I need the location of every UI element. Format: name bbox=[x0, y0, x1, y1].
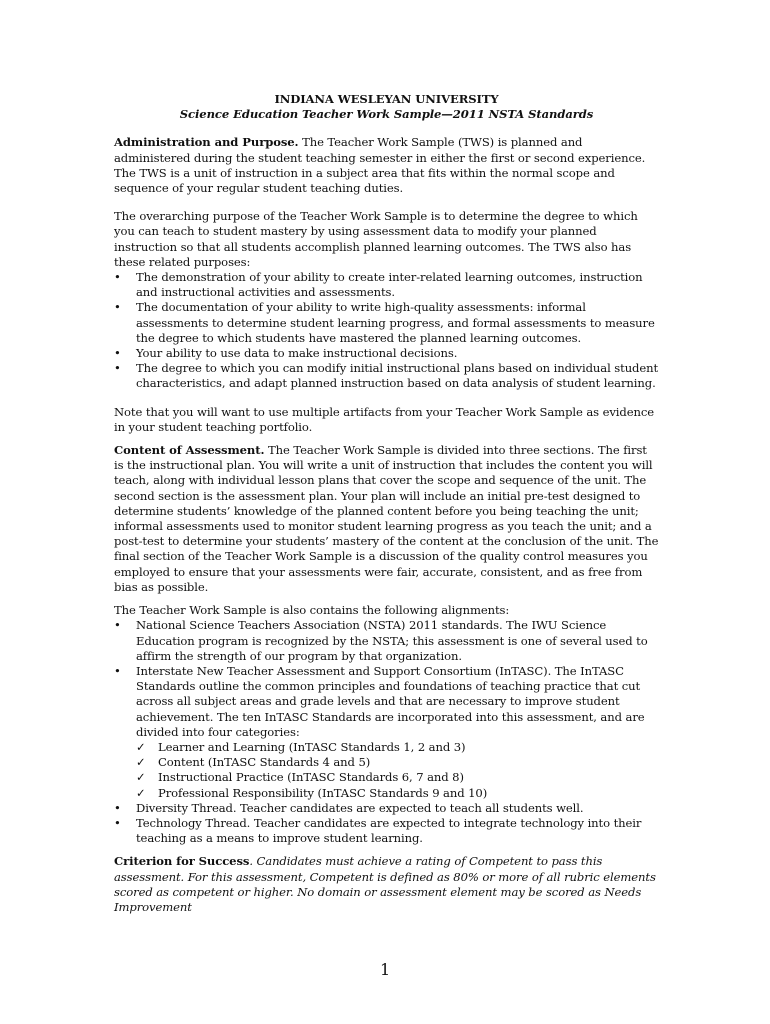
list-item: • National Science Teachers Association (NSTA) 2011 standards. The IWU Science Education program is recognized by the NSTA; this assessment is one of several used to affirm the strength of our program by that organization. bbox=[114, 618, 648, 663]
document-subtitle: Science Education Teacher Work Sample—2011 NSTA Standards bbox=[179, 107, 594, 122]
list-item: ✓ Learner and Learning (InTASC Standards 1, 2 and 3) bbox=[136, 739, 466, 754]
content-text: The Teacher Work Sample is divided into three sections. The first is the instructional plan. You will write a unit of instruction that includes the content you will teach, along with individual lesson plans that cover the scope and sequence of the unit. The second section is the assessment plan. Your plan will include an initial pre-test designed to determine students’ knowledge of the planned content before you being teaching the unit; informal assessments used to monitor student learning progress as you teach the unit; and a post-test to determine your students’ mastery of the content at the conclusion of the unit. The final section of the Teacher Work Sample is a discussion of the quality control measures you employed to ensure that your assessments were fair, accurate, consistent, and as free from bias as possible. bbox=[114, 443, 659, 594]
list-item: • Interstate New Teacher Assessment and Support Consortium (InTASC). The InTASC Standards outline the common principles and foundations of teaching practice that cut across all subject areas and grade levels and that are necessary to improve student achievement. The ten InTASC Standards are incorporated into this assessment, and are divided into four categories: ✓ Learner and Learning (InTASC Standards 1, 2 and 3) ✓ Content (InTASC Standards 4 and 5) ✓ Instructional Practice (InTASC Standards 6, 7 and 8) ✓ Professional Responsibility (InTASC Standards 9 and 10) bbox=[114, 664, 659, 801]
list-item: • The documentation of your ability to write high-quality assessments: informal assessments to determine student learning progress, and formal assessments to measure the degree to which students have mastered the planned learning outcomes. bbox=[114, 300, 655, 345]
admin-heading: Administration and Purpose. bbox=[114, 135, 299, 150]
list-item: • Technology Thread. Teacher candidates are expected to integrate technology into their teaching as a means to improve student learning. bbox=[114, 815, 642, 846]
checkmark-icon: ✓ bbox=[136, 755, 146, 770]
admin-text: The Teacher Work Sample (TWS) is planned and administered during the student teaching semester in either the first or second experience. The TWS is a unit of instruction in a subject area that fits within the normal scope and sequence of your regular student teaching duties. bbox=[114, 135, 646, 196]
list-item: ✓ Instructional Practice (InTASC Standards 6, 7 and 8) bbox=[136, 770, 464, 785]
checkmark-icon: ✓ bbox=[136, 770, 146, 785]
list-item: • The demonstration of your ability to create inter-related learning outcomes, instruction and instructional activities and assessments. bbox=[114, 270, 643, 300]
criterion-paragraph bbox=[114, 854, 659, 915]
alignments-list bbox=[114, 618, 659, 846]
criterion-heading: Criterion for Success bbox=[114, 854, 250, 869]
list-item: • The degree to which you can modify initial instructional plans based on individual student characteristics, and adapt planned instruction based on data analysis of student learning. bbox=[114, 361, 659, 391]
list-item: • Your ability to use data to make instructional decisions. bbox=[114, 346, 458, 361]
note-paragraph: Note that you will want to use multiple artifacts from your Teacher Work Sample as evidence in your student teaching portfolio. bbox=[114, 404, 655, 434]
checkmark-icon: ✓ bbox=[136, 785, 146, 800]
university-title: INDIANA WESLEYAN UNIVERSITY bbox=[274, 92, 499, 106]
page-number: 1 bbox=[379, 960, 391, 979]
admin-paragraph bbox=[114, 135, 659, 196]
bullet-icon: • bbox=[114, 270, 121, 285]
criterion-text: . Candidates must achieve a rating of Competent to pass this assessment. For this assessment, Competent is defined as 80% or more of all rubric elements scored as competent or higher. No domain or assessment element may be scored as Needs Improvement bbox=[114, 854, 656, 914]
bullet-icon: • bbox=[114, 300, 121, 315]
list-item: ✓ Professional Responsibility (InTASC Standards 9 and 10) bbox=[136, 785, 488, 800]
purpose-intro: The overarching purpose of the Teacher Work Sample is to determine the degree to which you can teach to student mastery by using assessment data to modify your planned instruction so that all students accomplish planned learning outcomes. The TWS also has these related purposes: bbox=[114, 209, 638, 269]
list-item: • Diversity Thread. Teacher candidates are expected to teach all students well. bbox=[114, 800, 584, 815]
list-item: ✓ Content (InTASC Standards 4 and 5) bbox=[136, 755, 371, 770]
content-heading: Content of Assessment. bbox=[114, 443, 265, 458]
bullet-icon: • bbox=[114, 800, 121, 815]
content-paragraph bbox=[114, 443, 659, 595]
intasc-categories bbox=[136, 740, 659, 801]
bullet-icon: • bbox=[114, 346, 121, 361]
bullet-icon: • bbox=[114, 663, 121, 678]
document-page bbox=[114, 92, 659, 915]
bullet-icon: • bbox=[114, 361, 121, 376]
checkmark-icon: ✓ bbox=[136, 739, 146, 754]
bullet-icon: • bbox=[114, 618, 121, 633]
purpose-list bbox=[114, 270, 659, 392]
alignments-intro: The Teacher Work Sample is also contains the following alignments: bbox=[114, 603, 510, 618]
bullet-icon: • bbox=[114, 815, 121, 830]
